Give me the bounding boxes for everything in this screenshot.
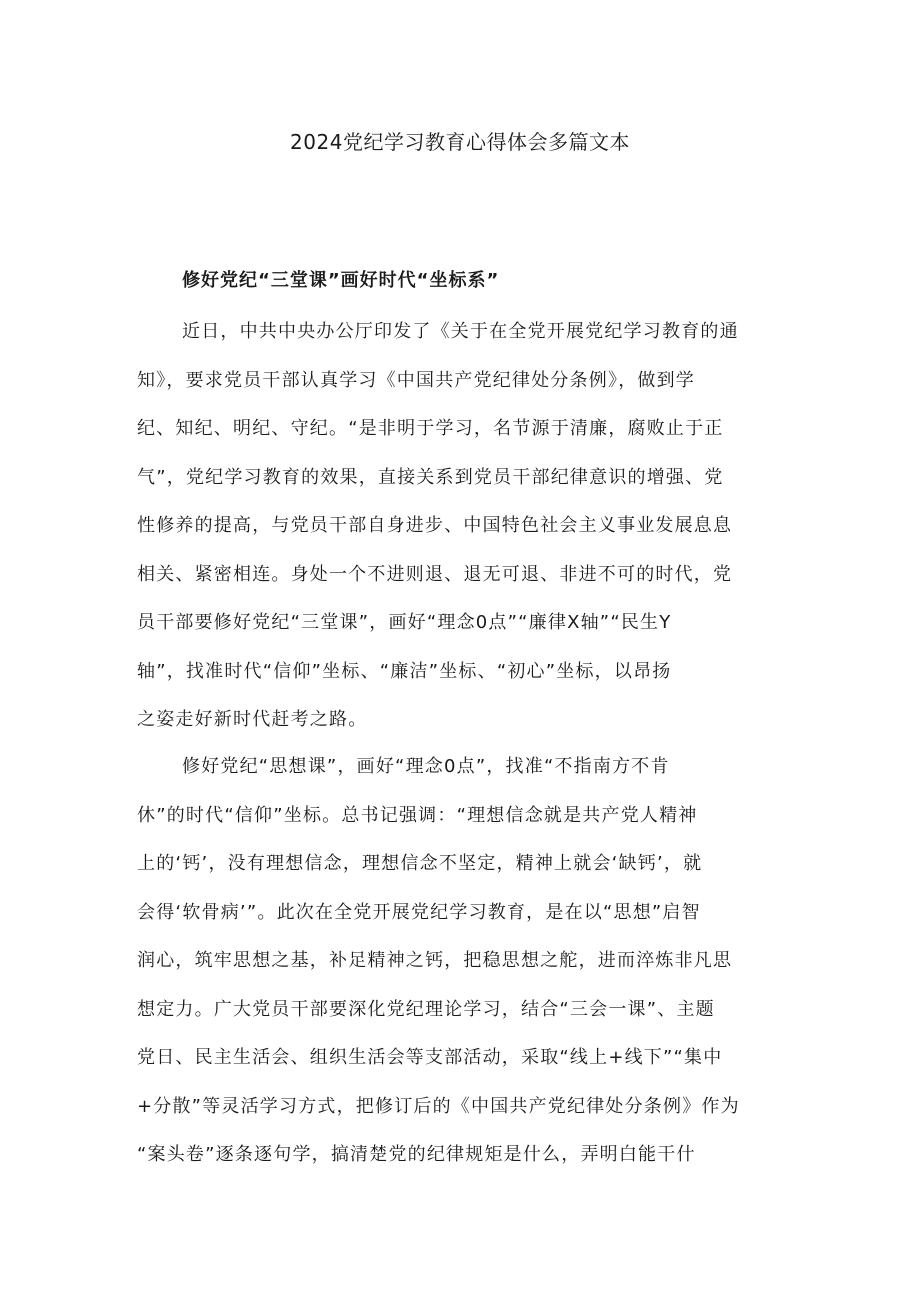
text-line: 会得‘软骨病’”。此次在全党开展党纪学习教育，是在以“思想”启智: [137, 901, 701, 923]
text-line: 修好党纪“思想课”，画好“理念0点”，找准“不指南方不肯: [182, 756, 670, 777]
text-line: 想定力。广大党员干部要深化党纪理论学习，结合“三会一课”、主题: [137, 998, 715, 1020]
paragraph-2: [137, 743, 787, 1180]
text-line: 之姿走好新时代赶考之路。: [137, 709, 368, 730]
text-line: 党日、民主生活会、组织生活会等支部活动，采取“线上+线下”“集中: [137, 1047, 723, 1068]
text-line: 纪、知纪、明纪、守纪。“是非明于学习，名节源于清廉，腐败止于正: [137, 418, 724, 439]
paragraph-1: [137, 308, 787, 745]
text-line: 轴”，找准时代“信仰”坐标、“廉洁”坐标、“初心”坐标，以昂扬: [137, 660, 672, 682]
text-line: 知》，要求党员干部认真学习《中国共产党纪律处分条例》，做到学: [137, 369, 695, 391]
section-heading: 修好党纪“三堂课”画好时代“坐标系”: [182, 270, 500, 291]
text-line: 上的‘钙’，没有理想信念，理想信念不坚定，精神上就会‘缺钙’，就: [137, 853, 703, 874]
text-line: “案头卷”逐条逐句学，搞清楚党的纪律规矩是什么，弄明白能干什: [137, 1144, 696, 1165]
text-line: 相关、紧密相连。身处一个不进则退、退无可退、非进不可的时代，党: [137, 563, 733, 585]
text-line: 休”的时代“信仰”坐标。总书记强调：“理想信念就是共产党人精神: [137, 804, 698, 826]
text-line: 近日，中共中央办公厅印发了《关于在全党开展党纪学习教育的通: [182, 321, 739, 342]
document-title: 2024党纪学习教育心得体会多篇文本: [290, 130, 630, 154]
text-line: 润心，筑牢思想之基，补足精神之钙，把稳思想之舵，进而淬炼非凡思: [137, 950, 733, 971]
text-line: 气”，党纪学习教育的效果，直接关系到党员干部纪律意识的增强、党: [137, 466, 724, 488]
text-line: 性修养的提高，与党员干部自身进步、中国特色社会主义事业发展息息: [137, 515, 733, 536]
text-line: +分散”等灵活学习方式，把修订后的《中国共产党纪律处分条例》作为: [137, 1095, 740, 1117]
text-line: 员干部要修好党纪“三堂课”，画好“理念0点”“廉律X轴”“民生Y: [137, 612, 672, 633]
